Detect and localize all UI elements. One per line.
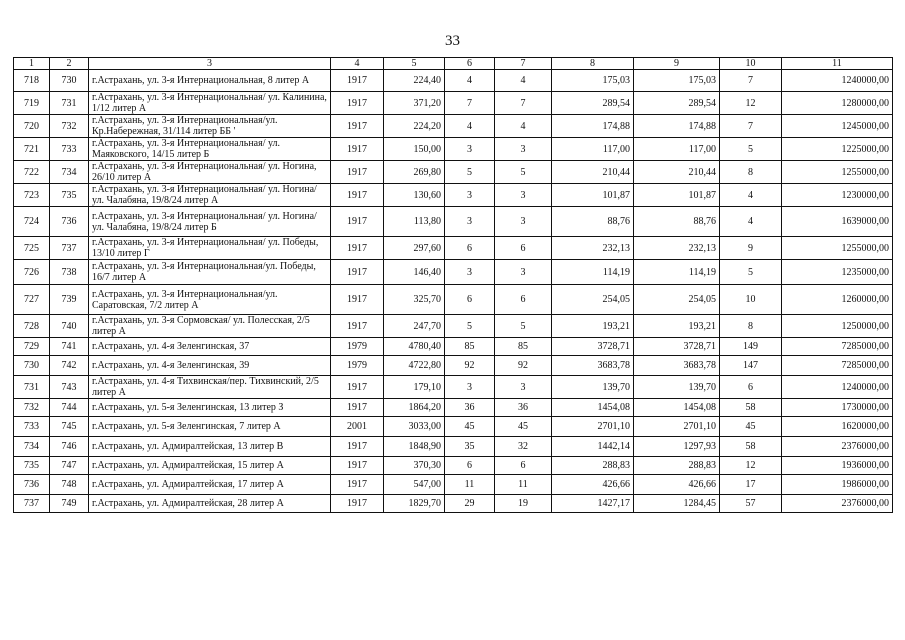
living-area-cell: 193,21 bbox=[552, 315, 634, 338]
area-value-cell: 288,83 bbox=[634, 457, 720, 475]
item-number-cell: 738 bbox=[50, 260, 89, 285]
tenants-count-cell: 4 bbox=[720, 184, 782, 207]
address-cell: г.Астрахань, ул. 5-я Зеленгинская, 13 литер З bbox=[89, 399, 331, 417]
column-header: 8 bbox=[552, 58, 634, 70]
area-value-cell: 254,05 bbox=[634, 285, 720, 315]
cost-value-cell: 1235000,00 bbox=[782, 260, 893, 285]
area-value-cell: 193,21 bbox=[634, 315, 720, 338]
housing-registry-table bbox=[13, 57, 893, 513]
tenants-count-cell: 8 bbox=[720, 161, 782, 184]
tenants-count-cell: 9 bbox=[720, 237, 782, 260]
address-cell: г.Астрахань, ул. Адмиралтейская, 13 литер В bbox=[89, 437, 331, 457]
item-number-cell: 748 bbox=[50, 475, 89, 495]
living-area-cell: 117,00 bbox=[552, 138, 634, 161]
tenants-count-cell: 149 bbox=[720, 338, 782, 356]
year-built-cell: 1917 bbox=[331, 495, 384, 513]
column-header: 1 bbox=[14, 58, 50, 70]
apartments-count-cell: 29 bbox=[445, 495, 495, 513]
table-row bbox=[14, 92, 893, 115]
address-cell: г.Астрахань, ул. 4-я Зеленгинская, 39 bbox=[89, 356, 331, 376]
cost-value-cell: 1730000,00 bbox=[782, 399, 893, 417]
year-built-cell: 1917 bbox=[331, 161, 384, 184]
address-cell: г.Астрахань, ул. 3-я Интернациональная/ ул. Ногина, 26/10 литер А bbox=[89, 161, 331, 184]
cost-value-cell: 1250000,00 bbox=[782, 315, 893, 338]
tenants-count-cell: 58 bbox=[720, 399, 782, 417]
living-area-cell: 3683,78 bbox=[552, 356, 634, 376]
year-built-cell: 1979 bbox=[331, 338, 384, 356]
area-value-cell: 1454,08 bbox=[634, 399, 720, 417]
year-built-cell: 1917 bbox=[331, 376, 384, 399]
apartments-count-cell: 6 bbox=[445, 457, 495, 475]
row-index-cell: 720 bbox=[14, 115, 50, 138]
residents-count-cell: 3 bbox=[495, 207, 552, 237]
year-built-cell: 1917 bbox=[331, 115, 384, 138]
row-index-cell: 728 bbox=[14, 315, 50, 338]
residents-count-cell: 36 bbox=[495, 399, 552, 417]
tenants-count-cell: 4 bbox=[720, 207, 782, 237]
row-index-cell: 727 bbox=[14, 285, 50, 315]
tenants-count-cell: 5 bbox=[720, 260, 782, 285]
page-number: 33 bbox=[445, 33, 460, 49]
address-cell: г.Астрахань, ул. Адмиралтейская, 17 литер А bbox=[89, 475, 331, 495]
table-row bbox=[14, 260, 893, 285]
apartments-count-cell: 4 bbox=[445, 70, 495, 92]
cost-value-cell: 1986000,00 bbox=[782, 475, 893, 495]
living-area-cell: 254,05 bbox=[552, 285, 634, 315]
item-number-cell: 743 bbox=[50, 376, 89, 399]
column-header: 3 bbox=[89, 58, 331, 70]
tenants-count-cell: 7 bbox=[720, 115, 782, 138]
row-index-cell: 730 bbox=[14, 356, 50, 376]
table-row bbox=[14, 356, 893, 376]
cost-value-cell: 1639000,00 bbox=[782, 207, 893, 237]
column-header: 5 bbox=[384, 58, 445, 70]
table-row bbox=[14, 70, 893, 92]
area-value-cell: 1284,45 bbox=[634, 495, 720, 513]
living-area-cell: 3728,71 bbox=[552, 338, 634, 356]
item-number-cell: 739 bbox=[50, 285, 89, 315]
area-value-cell: 139,70 bbox=[634, 376, 720, 399]
item-number-cell: 730 bbox=[50, 70, 89, 92]
total-area-cell: 146,40 bbox=[384, 260, 445, 285]
item-number-cell: 742 bbox=[50, 356, 89, 376]
item-number-cell: 736 bbox=[50, 207, 89, 237]
table-row bbox=[14, 115, 893, 138]
item-number-cell: 744 bbox=[50, 399, 89, 417]
row-index-cell: 719 bbox=[14, 92, 50, 115]
total-area-cell: 224,40 bbox=[384, 70, 445, 92]
row-index-cell: 734 bbox=[14, 437, 50, 457]
living-area-cell: 426,66 bbox=[552, 475, 634, 495]
table-row bbox=[14, 315, 893, 338]
table-row bbox=[14, 184, 893, 207]
address-cell: г.Астрахань, ул. Адмиралтейская, 28 литер А bbox=[89, 495, 331, 513]
living-area-cell: 101,87 bbox=[552, 184, 634, 207]
item-number-cell: 747 bbox=[50, 457, 89, 475]
row-index-cell: 736 bbox=[14, 475, 50, 495]
total-area-cell: 113,80 bbox=[384, 207, 445, 237]
cost-value-cell: 1255000,00 bbox=[782, 237, 893, 260]
row-index-cell: 732 bbox=[14, 399, 50, 417]
table-row bbox=[14, 376, 893, 399]
living-area-cell: 139,70 bbox=[552, 376, 634, 399]
area-value-cell: 88,76 bbox=[634, 207, 720, 237]
item-number-cell: 731 bbox=[50, 92, 89, 115]
residents-count-cell: 3 bbox=[495, 184, 552, 207]
tenants-count-cell: 17 bbox=[720, 475, 782, 495]
year-built-cell: 1917 bbox=[331, 207, 384, 237]
total-area-cell: 325,70 bbox=[384, 285, 445, 315]
column-header: 9 bbox=[634, 58, 720, 70]
address-cell: г.Астрахань, ул. 3-я Интернациональная, 8 литер А bbox=[89, 70, 331, 92]
apartments-count-cell: 92 bbox=[445, 356, 495, 376]
total-area-cell: 179,10 bbox=[384, 376, 445, 399]
column-header: 6 bbox=[445, 58, 495, 70]
living-area-cell: 1442,14 bbox=[552, 437, 634, 457]
table-row bbox=[14, 475, 893, 495]
residents-count-cell: 32 bbox=[495, 437, 552, 457]
year-built-cell: 1917 bbox=[331, 260, 384, 285]
table-row bbox=[14, 237, 893, 260]
living-area-cell: 2701,10 bbox=[552, 417, 634, 437]
residents-count-cell: 6 bbox=[495, 237, 552, 260]
year-built-cell: 2001 bbox=[331, 417, 384, 437]
total-area-cell: 1829,70 bbox=[384, 495, 445, 513]
residents-count-cell: 6 bbox=[495, 457, 552, 475]
area-value-cell: 3728,71 bbox=[634, 338, 720, 356]
table-row bbox=[14, 417, 893, 437]
table-row bbox=[14, 207, 893, 237]
area-value-cell: 117,00 bbox=[634, 138, 720, 161]
total-area-cell: 247,70 bbox=[384, 315, 445, 338]
apartments-count-cell: 5 bbox=[445, 161, 495, 184]
total-area-cell: 370,30 bbox=[384, 457, 445, 475]
header-row bbox=[14, 58, 893, 70]
table-row bbox=[14, 399, 893, 417]
residents-count-cell: 3 bbox=[495, 376, 552, 399]
residents-count-cell: 4 bbox=[495, 70, 552, 92]
address-cell: г.Астрахань, ул. 3-я Интернациональная/ул. Победы, 16/7 литер А bbox=[89, 260, 331, 285]
tenants-count-cell: 147 bbox=[720, 356, 782, 376]
row-index-cell: 721 bbox=[14, 138, 50, 161]
table-row bbox=[14, 457, 893, 475]
cost-value-cell: 1240000,00 bbox=[782, 376, 893, 399]
apartments-count-cell: 36 bbox=[445, 399, 495, 417]
living-area-cell: 289,54 bbox=[552, 92, 634, 115]
total-area-cell: 1848,90 bbox=[384, 437, 445, 457]
residents-count-cell: 3 bbox=[495, 138, 552, 161]
apartments-count-cell: 7 bbox=[445, 92, 495, 115]
address-cell: г.Астрахань, ул. 3-я Интернациональная/ул. Саратовская, 7/2 литер А bbox=[89, 285, 331, 315]
column-header: 4 bbox=[331, 58, 384, 70]
total-area-cell: 371,20 bbox=[384, 92, 445, 115]
tenants-count-cell: 57 bbox=[720, 495, 782, 513]
table-row bbox=[14, 437, 893, 457]
apartments-count-cell: 3 bbox=[445, 376, 495, 399]
year-built-cell: 1917 bbox=[331, 457, 384, 475]
year-built-cell: 1917 bbox=[331, 70, 384, 92]
item-number-cell: 740 bbox=[50, 315, 89, 338]
residents-count-cell: 4 bbox=[495, 115, 552, 138]
tenants-count-cell: 6 bbox=[720, 376, 782, 399]
item-number-cell: 737 bbox=[50, 237, 89, 260]
residents-count-cell: 19 bbox=[495, 495, 552, 513]
row-index-cell: 733 bbox=[14, 417, 50, 437]
tenants-count-cell: 58 bbox=[720, 437, 782, 457]
row-index-cell: 729 bbox=[14, 338, 50, 356]
total-area-cell: 3033,00 bbox=[384, 417, 445, 437]
table-row bbox=[14, 285, 893, 315]
cost-value-cell: 1240000,00 bbox=[782, 70, 893, 92]
living-area-cell: 88,76 bbox=[552, 207, 634, 237]
column-header: 10 bbox=[720, 58, 782, 70]
apartments-count-cell: 6 bbox=[445, 237, 495, 260]
row-index-cell: 731 bbox=[14, 376, 50, 399]
apartments-count-cell: 3 bbox=[445, 184, 495, 207]
residents-count-cell: 5 bbox=[495, 315, 552, 338]
residents-count-cell: 7 bbox=[495, 92, 552, 115]
total-area-cell: 297,60 bbox=[384, 237, 445, 260]
tenants-count-cell: 7 bbox=[720, 70, 782, 92]
tenants-count-cell: 12 bbox=[720, 92, 782, 115]
total-area-cell: 150,00 bbox=[384, 138, 445, 161]
apartments-count-cell: 3 bbox=[445, 207, 495, 237]
cost-value-cell: 2376000,00 bbox=[782, 495, 893, 513]
row-index-cell: 737 bbox=[14, 495, 50, 513]
cost-value-cell: 1225000,00 bbox=[782, 138, 893, 161]
item-number-cell: 746 bbox=[50, 437, 89, 457]
residents-count-cell: 6 bbox=[495, 285, 552, 315]
area-value-cell: 175,03 bbox=[634, 70, 720, 92]
address-cell: г.Астрахань, ул. 4-я Тихвинская/пер. Тихвинский, 2/5 литер А bbox=[89, 376, 331, 399]
total-area-cell: 1864,20 bbox=[384, 399, 445, 417]
tenants-count-cell: 12 bbox=[720, 457, 782, 475]
cost-value-cell: 1230000,00 bbox=[782, 184, 893, 207]
row-index-cell: 735 bbox=[14, 457, 50, 475]
row-index-cell: 722 bbox=[14, 161, 50, 184]
year-built-cell: 1917 bbox=[331, 184, 384, 207]
tenants-count-cell: 45 bbox=[720, 417, 782, 437]
residents-count-cell: 92 bbox=[495, 356, 552, 376]
area-value-cell: 426,66 bbox=[634, 475, 720, 495]
total-area-cell: 224,20 bbox=[384, 115, 445, 138]
address-cell: г.Астрахань, ул. 3-я Сормовская/ ул. Полесская, 2/5 литер А bbox=[89, 315, 331, 338]
year-built-cell: 1917 bbox=[331, 92, 384, 115]
column-header: 11 bbox=[782, 58, 893, 70]
table-row bbox=[14, 161, 893, 184]
area-value-cell: 114,19 bbox=[634, 260, 720, 285]
area-value-cell: 1297,93 bbox=[634, 437, 720, 457]
total-area-cell: 269,80 bbox=[384, 161, 445, 184]
apartments-count-cell: 5 bbox=[445, 315, 495, 338]
cost-value-cell: 2376000,00 bbox=[782, 437, 893, 457]
address-cell: г.Астрахань, ул. Адмиралтейская, 15 литер А bbox=[89, 457, 331, 475]
area-value-cell: 174,88 bbox=[634, 115, 720, 138]
area-value-cell: 232,13 bbox=[634, 237, 720, 260]
address-cell: г.Астрахань, ул. 3-я Интернациональная/ ул. Ногина/ул. Чалабяна, 19/8/24 литер А bbox=[89, 184, 331, 207]
year-built-cell: 1979 bbox=[331, 356, 384, 376]
living-area-cell: 288,83 bbox=[552, 457, 634, 475]
residents-count-cell: 11 bbox=[495, 475, 552, 495]
row-index-cell: 725 bbox=[14, 237, 50, 260]
residents-count-cell: 85 bbox=[495, 338, 552, 356]
total-area-cell: 130,60 bbox=[384, 184, 445, 207]
tenants-count-cell: 10 bbox=[720, 285, 782, 315]
item-number-cell: 735 bbox=[50, 184, 89, 207]
year-built-cell: 1917 bbox=[331, 285, 384, 315]
apartments-count-cell: 6 bbox=[445, 285, 495, 315]
item-number-cell: 732 bbox=[50, 115, 89, 138]
living-area-cell: 210,44 bbox=[552, 161, 634, 184]
living-area-cell: 1427,17 bbox=[552, 495, 634, 513]
tenants-count-cell: 5 bbox=[720, 138, 782, 161]
address-cell: г.Астрахань, ул. 4-я Зеленгинская, 37 bbox=[89, 338, 331, 356]
row-index-cell: 726 bbox=[14, 260, 50, 285]
cost-value-cell: 7285000,00 bbox=[782, 356, 893, 376]
area-value-cell: 101,87 bbox=[634, 184, 720, 207]
item-number-cell: 734 bbox=[50, 161, 89, 184]
column-header: 7 bbox=[495, 58, 552, 70]
year-built-cell: 1917 bbox=[331, 138, 384, 161]
area-value-cell: 210,44 bbox=[634, 161, 720, 184]
address-cell: г.Астрахань, ул. 3-я Интернациональная/ ул. Ногина/ ул. Чалабяна, 19/8/24 литер Б bbox=[89, 207, 331, 237]
apartments-count-cell: 45 bbox=[445, 417, 495, 437]
table-row bbox=[14, 138, 893, 161]
total-area-cell: 4780,40 bbox=[384, 338, 445, 356]
table-row bbox=[14, 495, 893, 513]
address-cell: г.Астрахань, ул. 3-я Интернациональная/ул. Кр.Набережная, 31/114 литер ББ ' bbox=[89, 115, 331, 138]
cost-value-cell: 1245000,00 bbox=[782, 115, 893, 138]
item-number-cell: 733 bbox=[50, 138, 89, 161]
living-area-cell: 232,13 bbox=[552, 237, 634, 260]
cost-value-cell: 1280000,00 bbox=[782, 92, 893, 115]
apartments-count-cell: 85 bbox=[445, 338, 495, 356]
area-value-cell: 3683,78 bbox=[634, 356, 720, 376]
cost-value-cell: 1936000,00 bbox=[782, 457, 893, 475]
living-area-cell: 174,88 bbox=[552, 115, 634, 138]
total-area-cell: 547,00 bbox=[384, 475, 445, 495]
item-number-cell: 745 bbox=[50, 417, 89, 437]
year-built-cell: 1917 bbox=[331, 237, 384, 260]
residents-count-cell: 45 bbox=[495, 417, 552, 437]
residents-count-cell: 3 bbox=[495, 260, 552, 285]
year-built-cell: 1917 bbox=[331, 437, 384, 457]
row-index-cell: 718 bbox=[14, 70, 50, 92]
cost-value-cell: 1620000,00 bbox=[782, 417, 893, 437]
item-number-cell: 749 bbox=[50, 495, 89, 513]
area-value-cell: 2701,10 bbox=[634, 417, 720, 437]
area-value-cell: 289,54 bbox=[634, 92, 720, 115]
item-number-cell: 741 bbox=[50, 338, 89, 356]
apartments-count-cell: 4 bbox=[445, 115, 495, 138]
apartments-count-cell: 3 bbox=[445, 260, 495, 285]
cost-value-cell: 7285000,00 bbox=[782, 338, 893, 356]
cost-value-cell: 1260000,00 bbox=[782, 285, 893, 315]
year-built-cell: 1917 bbox=[331, 315, 384, 338]
address-cell: г.Астрахань, ул. 3-я Интернациональная/ ул. Победы, 13/10 литер Г bbox=[89, 237, 331, 260]
cost-value-cell: 1255000,00 bbox=[782, 161, 893, 184]
row-index-cell: 724 bbox=[14, 207, 50, 237]
total-area-cell: 4722,80 bbox=[384, 356, 445, 376]
living-area-cell: 1454,08 bbox=[552, 399, 634, 417]
apartments-count-cell: 35 bbox=[445, 437, 495, 457]
address-cell: г.Астрахань, ул. 3-я Интернациональная/ ул. Калинина, 1/12 литер А bbox=[89, 92, 331, 115]
address-cell: г.Астрахань, ул. 3-я Интернациональная/ ул. Маяковского, 14/15 литер Б bbox=[89, 138, 331, 161]
apartments-count-cell: 11 bbox=[445, 475, 495, 495]
year-built-cell: 1917 bbox=[331, 475, 384, 495]
tenants-count-cell: 8 bbox=[720, 315, 782, 338]
living-area-cell: 175,03 bbox=[552, 70, 634, 92]
column-header: 2 bbox=[50, 58, 89, 70]
table-row bbox=[14, 338, 893, 356]
row-index-cell: 723 bbox=[14, 184, 50, 207]
year-built-cell: 1917 bbox=[331, 399, 384, 417]
residents-count-cell: 5 bbox=[495, 161, 552, 184]
apartments-count-cell: 3 bbox=[445, 138, 495, 161]
address-cell: г.Астрахань, ул. 5-я Зеленгинская, 7 литер А bbox=[89, 417, 331, 437]
living-area-cell: 114,19 bbox=[552, 260, 634, 285]
